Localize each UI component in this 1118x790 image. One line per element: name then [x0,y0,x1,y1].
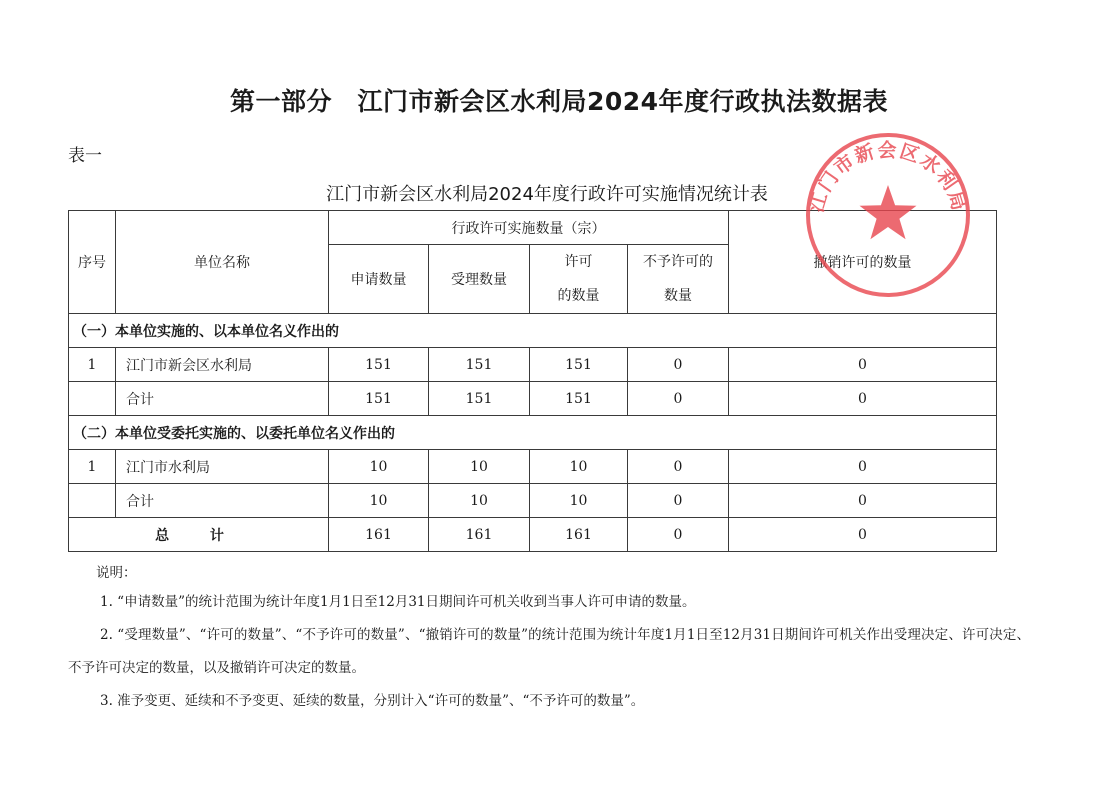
header-deny [628,245,729,314]
header-apply: 申请数量 [329,245,429,314]
header-revoke: 撤销许可的数量 [729,211,997,314]
cell-deny: 0 [628,450,729,484]
header-permit [530,245,628,314]
grand-total-label: 总 计 [69,518,329,552]
cell-permit: 10 [530,484,628,518]
cell-revoke: 0 [729,382,997,416]
cell-unit-name: 合计 [116,382,329,416]
table-row [69,348,997,382]
header-deny-line2: 数量 [664,288,692,304]
table-row [69,450,997,484]
subtotal-row [69,382,997,416]
header-permit-line2: 的数量 [557,288,600,304]
section-title: （一）本单位实施的、以本单位名义作出的 [69,314,997,348]
cell-apply: 161 [329,518,429,552]
cell-unit-name: 江门市新会区水利局 [116,348,329,382]
cell-apply: 151 [329,382,429,416]
cell-seq [69,484,116,518]
cell-deny: 0 [628,518,729,552]
section-title: （二）本单位受委托实施的、以委托单位名义作出的 [69,416,997,450]
cell-apply: 10 [329,484,429,518]
cell-accept: 151 [429,382,530,416]
header-deny-line1: 不予许可的 [643,254,713,270]
section-row [69,416,997,450]
page-title: 第一部分 江门市新会区水利局2024年度行政执法数据表 [229,87,889,116]
note-item: 2. “受理数量”、“许可的数量”、“不予许可的数量”、“撤销许可的数量”的统计范围为统计年度1月1日至12月31日期间许可机关作出受理决定、许可决定、不予许可决定的数量，以及撤销许可决定的数量。 [68,627,1030,676]
cell-unit-name: 合计 [116,484,329,518]
cell-revoke: 0 [729,450,997,484]
note-item: 1. “申请数量”的统计范围为统计年度1月1日至12月31日期间许可机关收到当事人许可申请的数量。 [100,594,696,610]
cell-revoke: 0 [729,484,997,518]
notes [68,560,1030,718]
cell-revoke: 0 [729,518,997,552]
cell-seq: 1 [69,348,116,382]
cell-seq: 1 [69,450,116,484]
permit-statistics-table [68,210,997,552]
header-permit-line1: 许可 [564,254,593,270]
section-row [69,314,997,348]
header-accept: 受理数量 [429,245,530,314]
grand-total-row [69,518,997,552]
header-unit-name: 单位名称 [116,211,329,314]
cell-seq [69,382,116,416]
cell-deny: 0 [628,348,729,382]
cell-permit: 161 [530,518,628,552]
cell-permit: 10 [530,450,628,484]
cell-deny: 0 [628,484,729,518]
cell-accept: 10 [429,450,530,484]
header-row-1 [69,211,997,245]
cell-accept: 10 [429,484,530,518]
cell-permit: 151 [530,382,628,416]
cell-permit: 151 [530,348,628,382]
cell-revoke: 0 [729,348,997,382]
cell-unit-name: 江门市水利局 [116,450,329,484]
table-caption: 江门市新会区水利局2024年度行政许可实施情况统计表 [326,184,768,205]
cell-deny: 0 [628,382,729,416]
table-label: 表一 [68,146,102,166]
cell-accept: 151 [429,348,530,382]
cell-accept: 161 [429,518,530,552]
header-group: 行政许可实施数量（宗） [329,211,729,245]
header-seq: 序号 [69,211,116,314]
notes-heading: 说明： [96,565,137,581]
cell-apply: 10 [329,450,429,484]
subtotal-row [69,484,997,518]
seal-text-path: 江门市新会区水利局 [805,139,971,215]
cell-apply: 151 [329,348,429,382]
note-item: 3. 准予变更、延续和不予变更、延续的数量，分别计入“许可的数量”、“不予许可的数量”。 [100,693,645,709]
